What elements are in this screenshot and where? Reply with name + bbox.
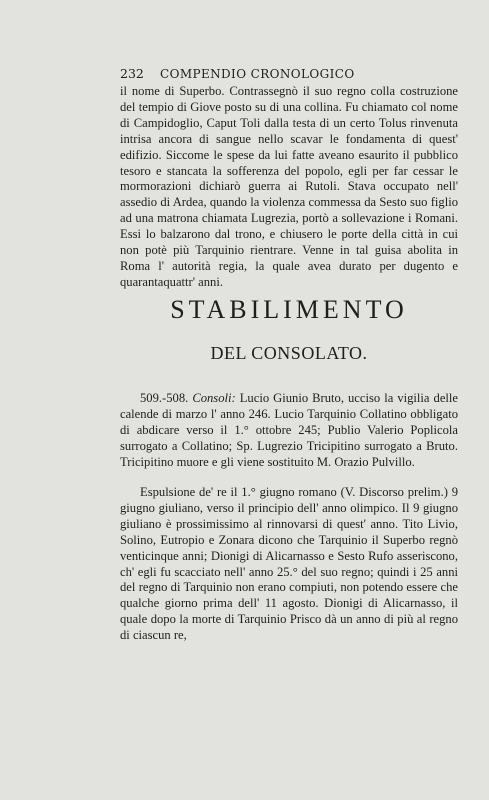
- events-text: Espulsione de' re il 1.° giugno romano (V. Discorso prelim.) 9 giugno giuliano, verso il principio dell' anno olimpico. Il 9 giugno giuliano è prossimissimo al rinnovarsi di quest' anno. Tito Livio, Solino, Eutropio e Zonara dicono che Tarquinio il Superbo regnò venticinque anni; Dionigi di Alicarnasso e Sesto Rufo asseriscono, ch' egli fu scacciato nell' anno 25.° del suo regno; quindi i 25 anni del regno di Tarquinio non erano compiuti, non potendo essere che qualche giorno prima dell' 11 agosto. Dionigi di Alicarnasso, il quale dopo la morte di Tarquinio Prisco dà un anno di più al regno di ciascun re,: [120, 485, 458, 643]
- running-head: COMPENDIO CRONOLOGICO: [160, 67, 355, 81]
- section-subtitle: DEL CONSOLATO.: [210, 343, 368, 363]
- intro-text: il nome di Superbo. Contrassegnò il suo regno colla costruzione del tempio di Giove posto su di una collina. Fu chiamato col nome di Campidoglio, Caput Toli dalla testa di un certo Tolus rinvenuta intrisa ancora di sangue nello scavar le fondamenta di quest' edifizio. Siccome le spese da lui fatte aveano esaurito il pubblico tesoro e stancata la sofferenza del popolo, egli per far cessar le mormorazioni dichiarò guerra ai Rutoli. Stava occupato nell' assedio di Ardea, quando la violenza commessa da Sesto suo figlio ad una matrona chiamata Lugrezia, portò a sollevazione i Romani. Essi lo balzarono dal trono, e chiusero le porte della città in cui non potè più Tarquinio rientrare. Venne in tal guisa abolita in Roma l' autorità regia, la quale avea durato per dugento e quarantaquattr' anni.: [120, 84, 458, 289]
- events-paragraph: [120, 485, 458, 644]
- consuls-paragraph: [120, 391, 458, 471]
- consuls-label: Consoli:: [192, 391, 236, 405]
- consuls-entry: [120, 391, 458, 471]
- intro-paragraph: [120, 84, 458, 291]
- consuls-text: Lucio Giunio Bruto, ucciso la vigilia delle calende di marzo l' anno 246. Lucio Tarquinio Collatino obbligato di abdicare verso il 1.° ottobre 245; Publio Valerio Poplicola surrogato a Collatino; Sp. Lugrezio Tricipitino surrogato a Bruto. Tricipitino muore e gli viene sostituito M. Orazio Pulvillo.: [120, 391, 458, 469]
- page-number: 232: [120, 66, 144, 81]
- year-label: 509.-508.: [140, 391, 189, 405]
- section-title: STABILIMENTO: [170, 295, 408, 324]
- page-header: [120, 66, 455, 81]
